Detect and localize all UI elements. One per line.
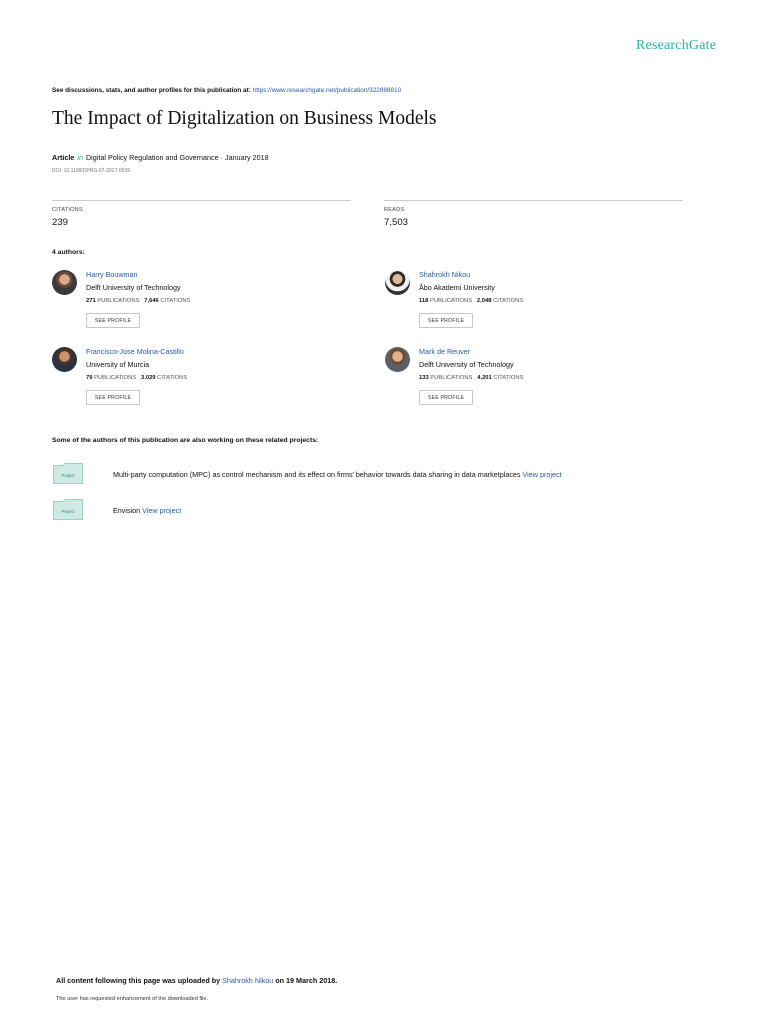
author-card xyxy=(385,347,705,415)
uploader-link[interactable]: Shahrokh Nikou xyxy=(222,976,274,985)
avatar[interactable] xyxy=(52,347,77,372)
folder-icon[interactable] xyxy=(53,463,83,483)
publications-count: 118 xyxy=(419,298,429,304)
project-row xyxy=(113,470,562,479)
reads-count: 7,503 xyxy=(384,217,409,228)
publications-count: 79 xyxy=(86,375,93,381)
upload-notice xyxy=(56,976,337,985)
author-affiliation: Delft University of Technology xyxy=(86,283,181,292)
author-stats xyxy=(419,375,523,381)
article-meta xyxy=(52,153,269,162)
authors-heading: 4 authors: xyxy=(52,249,85,256)
author-card xyxy=(52,347,372,415)
view-project-link[interactable]: View project xyxy=(142,506,182,515)
author-stats xyxy=(86,298,190,304)
project-icon-label: Project xyxy=(61,473,75,478)
publications-label: PUBLICATIONS xyxy=(97,298,140,304)
see-profile-button[interactable]: SEE PROFILE xyxy=(86,390,140,405)
publications-label: PUBLICATIONS xyxy=(430,375,473,381)
divider xyxy=(52,200,351,201)
journal-date: Digital Policy Regulation and Governance · January 2018 xyxy=(85,153,269,162)
citations-label: CITATIONS xyxy=(160,298,191,304)
publications-label: PUBLICATIONS xyxy=(429,298,473,304)
publications-label: PUBLICATIONS xyxy=(94,375,137,381)
doi: DOI: 10.1108/DPRG-07-2017-0039 xyxy=(52,168,131,174)
citations-label: CITATIONS xyxy=(493,298,524,304)
author-stats xyxy=(86,375,187,381)
citations-label: CITATIONS xyxy=(52,207,83,213)
citations-label: CITATIONS xyxy=(157,375,188,381)
citations-label: CITATIONS xyxy=(493,375,524,381)
see-profile-button[interactable]: SEE PROFILE xyxy=(419,313,473,328)
upload-prefix: All content following this page was uploaded by xyxy=(56,976,221,985)
author-affiliation: Åbo Akademi University xyxy=(419,283,495,292)
author-name-link[interactable]: Harry Bouwman xyxy=(86,270,138,279)
author-stats xyxy=(419,298,523,304)
folder-icon[interactable] xyxy=(53,499,83,519)
article-type: Article xyxy=(52,153,75,162)
see-profile-button[interactable]: SEE PROFILE xyxy=(86,313,140,328)
author-card xyxy=(385,270,705,338)
project-icon-label: Project xyxy=(61,509,75,514)
page-title: The Impact of Digitalization on Business Models xyxy=(52,108,437,129)
project-title: Envision xyxy=(113,506,141,515)
author-name-link[interactable]: Shahrokh Nikou xyxy=(419,270,471,279)
enhancement-note: The user has requested enhancement of the downloaded file. xyxy=(56,996,209,1002)
view-project-link[interactable]: View project xyxy=(522,470,562,479)
citations-count: 3,029 xyxy=(141,375,156,381)
citations-count: 2,048 xyxy=(476,298,492,304)
article-in: in xyxy=(77,153,83,162)
author-affiliation: University of Murcia xyxy=(86,360,150,369)
citations-count: 7,646 xyxy=(144,298,159,304)
author-affiliation: Delft University of Technology xyxy=(419,360,514,369)
discussions-line xyxy=(52,87,401,94)
related-projects-heading: Some of the authors of this publication are also working on these related projects: xyxy=(52,437,319,444)
avatar[interactable] xyxy=(385,347,410,372)
divider xyxy=(384,200,683,201)
publications-count: 133 xyxy=(419,375,429,381)
reads-label: READS xyxy=(384,207,405,213)
citations-count: 4,201 xyxy=(477,375,492,381)
author-name-link[interactable]: Francisco-Jose Molina-Castillo xyxy=(86,347,184,356)
citations-count: 239 xyxy=(52,217,69,228)
publications-count: 271 xyxy=(86,298,96,304)
author-name-link[interactable]: Mark de Reuver xyxy=(419,347,471,356)
discussions-label: See discussions, stats, and author profiles for this publication at: xyxy=(52,87,251,94)
publication-url-link[interactable]: https://www.researchgate.net/publication/322888810 xyxy=(252,87,402,94)
see-profile-button[interactable]: SEE PROFILE xyxy=(419,390,473,405)
project-title: Multi-party computation (MPC) as control mechanism and its effect on firms' behavior towards data sharing in data marketplaces xyxy=(113,470,521,479)
researchgate-logo[interactable]: ResearchGate xyxy=(636,38,717,53)
upload-suffix: on 19 March 2018. xyxy=(275,976,338,985)
avatar[interactable] xyxy=(385,270,410,295)
avatar[interactable] xyxy=(52,270,77,295)
project-row xyxy=(113,506,181,515)
author-card xyxy=(52,270,372,338)
